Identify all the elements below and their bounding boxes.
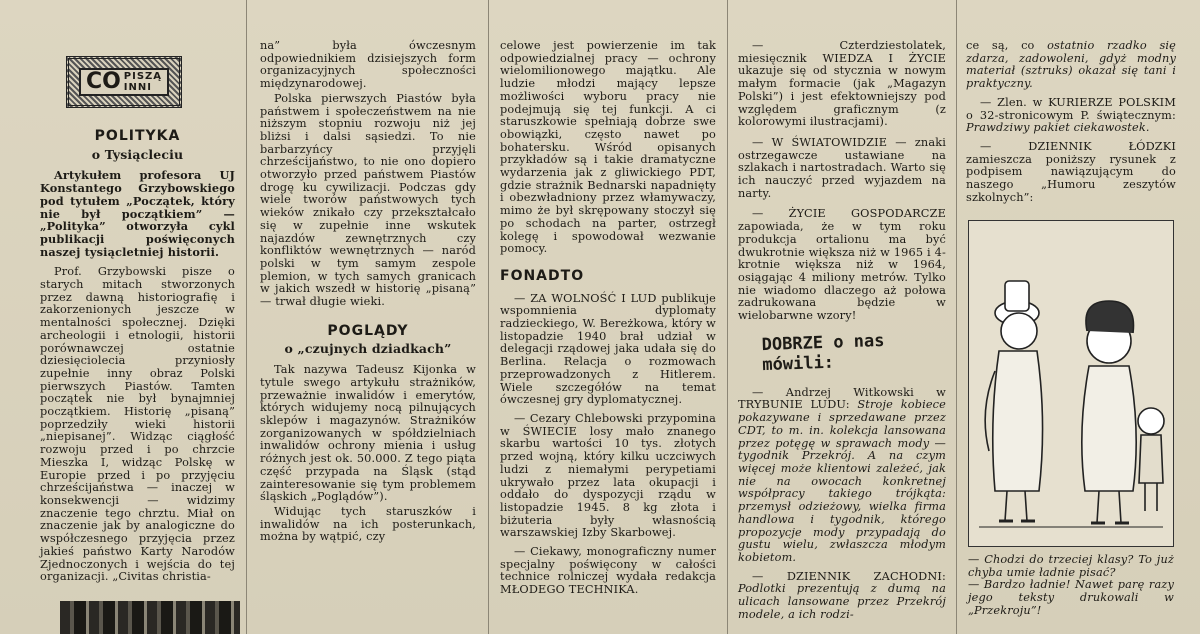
article-paragraph: Polska pierwszych Piastów była państwem i społeczeństwem na nie niższym stopniu rozwoju niż jej bliżsi i dalsi sąsiedzi. To nie barbarzyńcy przyjęli chrześcijaństwo, to nie ono dopiero otworzyło przed państwem Piastów drogę ku cywilizacji. Podczas gdy wiele tworów państwowych tych wieków znikało czy przekształcało się w zupełnie inne wskutek najazdów zewnętrznych czy konfliktów wewnętrznych — naród polski w tym samym zespole plemion, w tych samych granicach w jakich wszedł w historię „pisaną” — trwał długie wieki. [260,91,476,309]
column-5 [966,40,1176,204]
logo-co: CO [85,69,121,94]
quote-text: Stroje kobiece pokazywane i sprzedawane przez CDT, to m. in. kolekcja lansowana przez potęgę w sprawach mody — tygodnik Przekrój. A na czym więcej może klientowi zależeć, jak nie na owocach konkretnej współpracy takiego trójkąta: przemysł odzieżowy, wielka firma handlowa i tygodnik, którego propozycje mody przypadają do gustu wielu, zwłaszcza młodym kobietom. [738,398,946,564]
column-4 [738,40,946,621]
article-paragraph: Tak nazywa Tadeusz Kijonka w tytule swego artykułu strażników, przeważnie inwalidów i emerytów, których widujemy nocą pilnujących sklepów i magazynów. Strażników zorganizowanych w spółdzielniach inwalidów ochrony mienia i usług różnych jest ok. 50.000. Z tego piąta część przypada na Śląsk (stąd zainteresowanie się tym problemem śląskich „Poglądów”). [260,363,476,504]
article-paragraph: na” była ówczesnym odpowiednikiem dzisiejszych form organizacyjnych społeczności międzynarodowej. [260,39,476,91]
quote-source: — Zlen. w KURIERZE POLSKIM o 32-stronicowym P. świątecznym: [966,95,1176,122]
article-heading: o Tysiącleciu [91,146,184,162]
section-title-ponadto: FONADTO [500,267,585,284]
cartoon-illustration [968,220,1174,547]
news-item: — W ŚWIATOWIDZIE — znaki ostrzegawcze ustawiane na szlakach i nartostradach. Warto się ich nauczyć przed wyjazdem na narty. [738,135,946,200]
logo-pisza: PISZĄ [123,71,163,82]
photo-fragment [60,601,240,634]
quote-item [738,387,946,565]
quote-text-plain: ce są, co [966,39,1048,52]
section-title-polityka: POLITYKA [94,128,181,144]
quote-item [738,571,946,622]
quote-item [966,40,1176,91]
article-paragraph: Prof. Grzybowski pisze o starych mitach stworzonych przez dawną historiografię i zakorzenionych jeszcze w mentalności społecznej. Dzięki archeologii i etnologii, historii porównawczej ostatnie dziesięciolecia przyniosły zupełnie inny obraz Polski pierwszych Piastów. Tamten początek nie był bynajmniej początkiem. Historię „pisaną” poprzedziły wieki historii „niepisanej”. Widząc ciągłość rozwoju przed i po chrzcie Mieszka I, widząc Polskę w Europie przed i po przyjęciu chrześcijaństwa — inaczej w konsekwencji — widzimy znaczenie tego chrztu. Miał on znaczenie jak by analogiczne do współczesnego przyjęcia przez jakieś państwo Karty Narodów Zjednoczonych i wejścia do tej organizacji. „Civitas christia- [40,265,235,584]
news-item: — Cezary Chlebowski przypomina w ŚWIECIE losy mało znanego skarbu wartości 10 tys. złotych przed wojną, który kilku uczciwych ludzi z niemałymi perypetiami ukrywało przez lata okupacji i oddało do dyspozycji rządu w listopadzie 1945. 8 kg złota i biżuteria były własnością warszawskiej Izby Skarbowej. [500,411,716,540]
quote-source: — DZIENNIK ZACHODNI: [752,569,946,583]
section-title-poglady: POGLĄDY [327,322,409,339]
quote-text: Podlotki prezentują z dumą na ulicach lansowane przez Przekrój modele, a ich rodzi- [738,582,946,621]
cartoon-caption: — Chodzi do trzeciej klasy? To już chyba umie ładnie pisać? — Bardzo ładnie! Nawet parę razy jego teksty drukowali w „Przekroju”! [968,553,1174,617]
quote-item [966,97,1176,135]
news-item: — Ciekawy, monograficzny numer specjalny poświęcony w całości technice rolniczej wydała redakcja MŁODEGO TECHNIKA. [500,545,716,597]
column-2 [260,40,476,544]
column-divider [488,0,489,634]
quote-text: ostatnio rzadko się zdarza, zadowoleni, gdyż modny materiał (sztruks) okazał się tani i praktyczny. [966,39,1176,91]
logo-inni: INNI [123,82,152,93]
quote-source: — Andrzej Witkowski w TRYBUNIE LUDU: [738,385,946,412]
news-item: — ŻYCIE GOSPODARCZE zapowiada, że w tym roku produkcja ortalionu ma być dwukrotnie większa niż w 1965 i 4-krotnie większa niż w 1964, osiągając 4 miliony metrów. Tylko nie wiadomo dlaczego aż połowa zadrukowana będzie w wielobarwne wzory! [738,207,946,323]
column-3 [500,40,716,597]
news-item: — Czterdziestolatek, miesięcznik WIEDZA I ŻYCIE ukazuje się od stycznia w nowym małym formacie (jak „Magazyn Polski”) i jest efektowniejszy pod względem graficznym (z kolorowymi ilustracjami). [738,39,946,129]
handwritten-heading: DOBRZE o nas mówili: [761,330,885,376]
news-item: — DZIENNIK ŁÓDZKI zamieszcza poniższy rysunek z podpisem nawiązującym do naszego „Humoru zeszytów szkolnych”: [966,139,1176,204]
column-divider [246,0,247,634]
cartoon-drawing [969,221,1173,546]
news-item: — ZA WOLNOŚĆ I LUD publikuje wspomnienia dyplomaty radzieckiego, W. Bereżkowa, który w listopadzie 1940 brał udział w delegacji rządowej jaka udała się do Berlina. Relacja o rozmowach przeprowadzonych z Hitlerem. Wiele szczegółów na temat ówczesnej gry dyplomatycznej. [500,291,716,407]
column-divider [956,0,957,634]
article-paragraph: celowe jest powierzenie im tak odpowiedzialnej pracy — ochrony wielomilionowego majątku. Ale ludzie młodzi mający lepsze możliwości wyboru pracy nie podejmują się tej funkcji. A ci staruszkowie spełniają dobrze swe obowiązki, często nawet po bohatersku. Wśród opisanych przykładów są i takie dramatyczne wydarzenia jak z gliwickiego PDT, gdzie strażnik Bednarski napadnięty i obezwładniony przez włamywaczy, mimo że był skrępowany stoczył się po schodach na parter, ostrzegł kolegę i spowodował wezwanie pomocy. [500,39,716,256]
column-1 [40,126,235,584]
article-heading: o „czujnych dziadkach” [284,341,452,357]
co-pisza-inni-logo [66,56,182,108]
quote-text: Prawdziwy pakiet ciekawostek. [966,121,1150,135]
article-paragraph: Widując tych staruszków i inwalidów na ich posterunkach, można by wątpić, czy [260,504,476,544]
article-lead: Artykułem profesora UJ Konstantego Grzybowskiego pod tytułem „Początek, który nie był początkiem” — „Polityka” otworzyła cykl publikacji poświęconych naszej tysiącletniej historii. [40,168,235,259]
column-divider [727,0,728,634]
